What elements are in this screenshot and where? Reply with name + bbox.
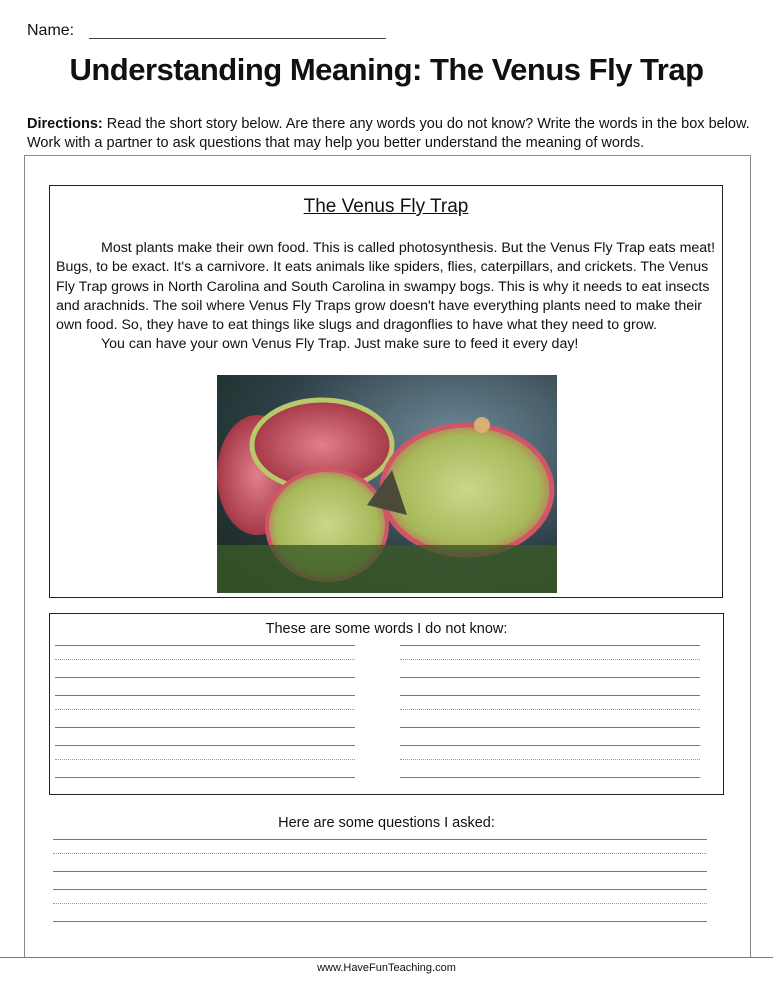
word-writing-line[interactable] [400,777,700,778]
page-title: Understanding Meaning: The Venus Fly Trap [69,52,704,87]
word-writing-line[interactable] [55,777,355,778]
footer-website: www.HaveFunTeaching.com [317,962,456,974]
word-writing-midline [55,659,355,660]
word-writing-midline [55,759,355,760]
word-writing-line[interactable] [400,727,700,728]
question-writing-midline [53,903,707,904]
name-input-line[interactable] [89,38,386,39]
word-writing-line[interactable] [400,677,700,678]
word-writing-line[interactable] [55,695,355,696]
word-writing-midline [400,709,700,710]
word-writing-line[interactable] [55,745,355,746]
word-writing-midline [55,709,355,710]
question-writing-line[interactable] [53,921,707,922]
question-writing-line[interactable] [53,871,707,872]
word-writing-line[interactable] [400,745,700,746]
story-paragraph: You can have your own Venus Fly Trap. Just make sure to feed it every day! [101,336,579,353]
question-writing-line[interactable] [53,839,707,840]
word-writing-line[interactable] [400,645,700,646]
question-writing-line[interactable] [53,889,707,890]
name-label: Name: [27,22,75,39]
unknown-words-heading: These are some words I do not know: [265,621,508,637]
story-box [49,185,723,598]
word-writing-line[interactable] [55,677,355,678]
directions-text: Read the short story below. Are there any words you do not know? Write the words in the box below. Work with a partner to ask questions that may help you better understand the meaning of words. [27,116,750,151]
story-paragraph: Most plants make their own food. This is called photosynthesis. But the Venus Fly Trap eats meat! Bugs, to be exact. It's a carnivore. It eats animals like spiders, flies, caterpillars, and crickets. The Venus Fly Trap grows in North Carolina and South Carolina in swampy bogs. This is why it needs to eat insects and arachnids. The soil where Venus Fly Traps grow doesn't have everything plants need to make their own food. So, they have to eat things like slugs and dragonflies to have what they need to grow. [56,240,716,334]
word-writing-line[interactable] [55,645,355,646]
story-title: The Venus Fly Trap [303,196,469,217]
questions-heading: Here are some questions I asked: [278,815,495,831]
word-writing-midline [400,759,700,760]
directions [27,115,757,153]
word-writing-line[interactable] [55,727,355,728]
footer-divider [0,957,773,958]
unknown-words-box [49,613,724,795]
venus-fly-trap-photo [217,375,557,593]
directions-label: Directions: [27,116,103,132]
word-writing-midline [400,659,700,660]
story-text [56,239,720,355]
question-writing-midline [53,853,707,854]
word-writing-line[interactable] [400,695,700,696]
